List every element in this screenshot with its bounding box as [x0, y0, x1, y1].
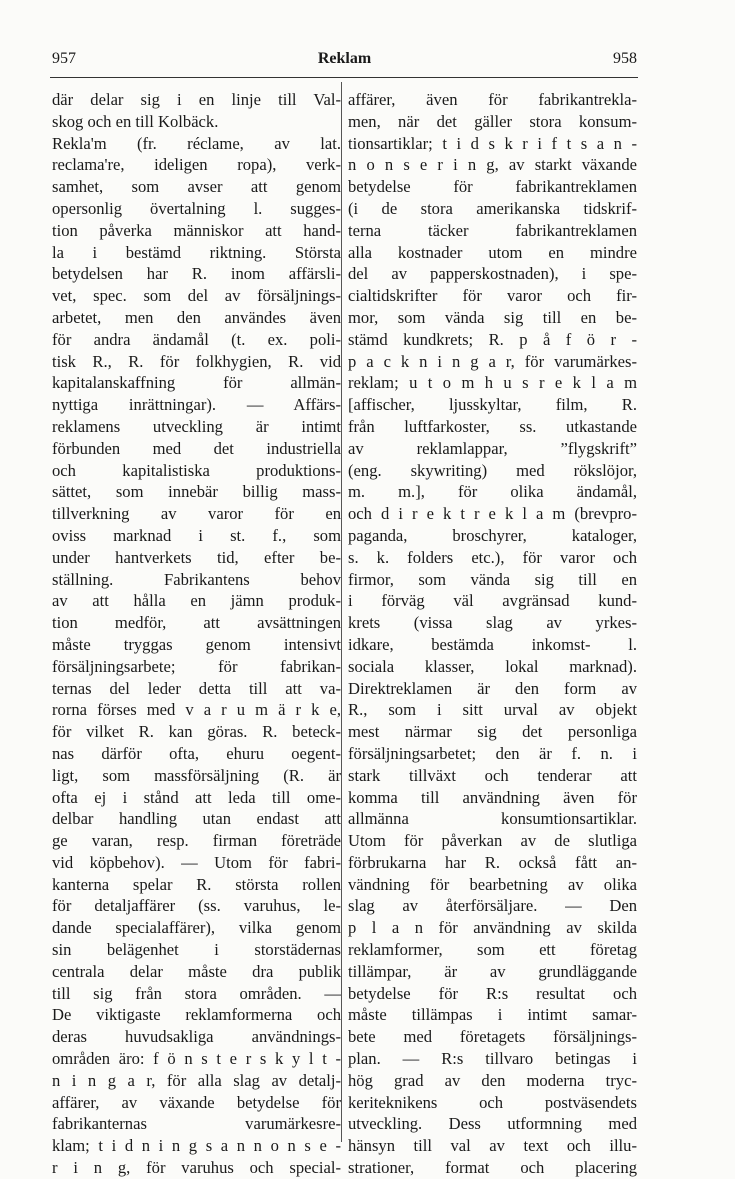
text-line: klam; t i d n i n g s a n n o n s e - — [52, 1136, 341, 1156]
text-line: för vilket R. kan göras. R. beteck- — [52, 722, 341, 742]
text-line: tion påverka människor att hand- — [52, 220, 341, 240]
text-line: kapitalanskaffning för allmän- — [52, 373, 341, 393]
text-line: ge varan, resp. firman företräde — [52, 831, 341, 851]
text-line: reklamens utveckling är intimt — [52, 416, 341, 436]
left-column — [52, 89, 341, 1179]
page-number-right: 958 — [613, 50, 637, 67]
text-line: r i n g, för varuhus och special- — [52, 1158, 341, 1178]
text-line: till sig från stora områden. — — [52, 983, 341, 1003]
column-divider — [341, 82, 342, 1142]
text-line: strationer, format och placering — [348, 1158, 637, 1178]
text-line: cialtidskrifter för varor och fir- — [348, 286, 637, 306]
text-line: av reklamlappar, ”flygskrift” — [348, 438, 637, 458]
text-line: samhet, som avser att genom — [52, 177, 341, 197]
text-line: affärer, även för fabrikantrekla- — [348, 90, 637, 109]
text-line: p a c k n i n g a r, för varumärkes- — [348, 351, 637, 371]
text-line: krets (vissa slag av yrkes- — [348, 613, 637, 633]
text-line: ligt, som massförsäljning (R. är — [52, 765, 341, 785]
text-line: paganda, broschyrer, kataloger, — [348, 525, 637, 545]
text-line: mest närmar sig det personliga — [348, 722, 637, 742]
text-line: mor, som vända sig till en be- — [348, 307, 637, 327]
text-line: tisk R., R. för folkhygien, R. vid — [52, 351, 341, 371]
text-line: stämd kundkrets; R. p å f ö r - — [348, 329, 637, 349]
text-line: förbrukarna har R. också fått an- — [348, 852, 637, 872]
text-line: hänsyn till val av text och illu- — [348, 1136, 637, 1156]
text-line: Rekla'm (fr. réclame, av lat. — [52, 133, 341, 153]
text-line: där delar sig i en linje till Val- — [52, 90, 341, 109]
text-line: betydelse för fabrikantreklamen — [348, 177, 637, 197]
text-line: R., som i sitt urval av objekt — [348, 700, 637, 720]
right-column — [348, 89, 637, 1179]
text-line: opersonlig övertalning l. sugges- — [52, 198, 341, 218]
text-line: ternas del leder detta till att va- — [52, 678, 341, 698]
text-line: n o n s e r i n g, av starkt växande — [348, 155, 637, 175]
text-line: sättet, som innebär billig mass- — [52, 482, 341, 502]
text-line: allmänna konsumtionsartiklar. — [348, 809, 637, 829]
text-line: vid köpbehov). — Utom för fabri- — [52, 852, 341, 872]
text-line: utveckling. Dess utformning med — [348, 1114, 637, 1134]
text-line: skog och en till Kolbäck. — [52, 111, 219, 131]
text-line: för detaljaffärer (ss. varuhus, le- — [52, 896, 341, 916]
text-line: (eng. skywriting) med rökslöjor, — [348, 460, 637, 480]
text-line: rorna förses med v a r u m ä r k e, — [52, 700, 341, 720]
running-title: Reklam — [317, 50, 372, 67]
text-line: deras huvudsakliga användnings- — [52, 1027, 341, 1047]
text-line: fabrikanternas varumärkesre- — [52, 1114, 341, 1134]
text-line: la i bestämd riktning. Största — [52, 242, 341, 262]
text-line: betydelsen har R. inom affärsli- — [52, 264, 341, 284]
text-line: ställning. Fabrikantens behov — [52, 569, 341, 589]
text-line: vet, spec. som del av försäljnings- — [52, 286, 341, 306]
text-line: terna täcker fabrikantreklamen — [348, 220, 637, 240]
text-line: alla kostnader utom en mindre — [348, 242, 637, 262]
text-line: tion medför, att avsättningen — [52, 613, 341, 633]
text-line: bete med företagets försäljnings- — [348, 1027, 637, 1047]
page-number-left: 957 — [52, 50, 76, 67]
text-line: firmor, som vända sig till en — [348, 569, 637, 589]
text-line: och d i r e k t r e k l a m (brevpro- — [348, 504, 637, 524]
text-line: betydelse för R:s resultat och — [348, 983, 637, 1003]
text-line: keriteknikens och postväsendets — [348, 1092, 637, 1112]
text-line: plan. — R:s tillvaro betingas i — [348, 1049, 637, 1069]
text-line: arbetet, men den användes även — [52, 307, 341, 327]
text-line: p l a n för användning av skilda — [348, 918, 637, 938]
text-line: försäljningsarbetet; den är f. n. i — [348, 743, 637, 763]
text-line: tillämpar, är av grundläggande — [348, 961, 637, 981]
text-line: Direktreklamen är den form av — [348, 678, 637, 698]
text-line: områden äro: f ö n s t e r s k y l t - — [52, 1049, 341, 1069]
text-line: idkare, bestämda inkomst- l. — [348, 634, 637, 654]
text-line: [affischer, ljusskyltar, film, R. — [348, 395, 637, 415]
text-line: dande specialaffärer), vilka genom — [52, 918, 341, 938]
text-line: för andra ändamål (t. ex. poli- — [52, 329, 341, 349]
text-line: nyttiga inrättningar). — Affärs- — [52, 395, 341, 415]
text-line: ofta ej i stånd att leda till ome- — [52, 787, 341, 807]
text-line: måste tillämpas i intimt samar- — [348, 1005, 637, 1025]
page-header — [52, 50, 637, 70]
text-line: tionsartiklar; t i d s k r i f t s a n - — [348, 133, 637, 153]
text-line: försäljningsarbete; för fabrikan- — [52, 656, 341, 676]
text-line: delbar handling utan endast att — [52, 809, 341, 829]
text-line: kanterna spelar R. största rollen — [52, 874, 341, 894]
text-line: men, när det gäller stora konsum- — [348, 111, 637, 131]
text-line: stark tillväxt och tenderar att — [348, 765, 637, 785]
text-line: i förväg väl avgränsad kund- — [348, 591, 637, 611]
text-line: reklamformer, som ett företag — [348, 940, 637, 960]
text-line: nas därför ofta, ehuru oegent- — [52, 743, 341, 763]
text-line: n i n g a r, för alla slag av detalj- — [52, 1070, 341, 1090]
text-line: förbunden med det industriella — [52, 438, 341, 458]
text-line: del av papperskostnaden), i spe- — [348, 264, 637, 284]
text-line: hög grad av den moderna tryc- — [348, 1070, 637, 1090]
text-line: (i de stora amerikanska tidskrif- — [348, 198, 637, 218]
text-line: tillverkning av varor för en — [52, 504, 341, 524]
header-rule — [50, 77, 638, 78]
text-line: Utom för påverkan av de slutliga — [348, 831, 637, 851]
text-line: centrala delar måste dra publik — [52, 961, 341, 981]
text-line: av att hålla en jämn produk- — [52, 591, 341, 611]
text-line: måste tryggas genom intensivt — [52, 634, 341, 654]
text-line: De viktigaste reklamformerna och — [52, 1005, 341, 1025]
text-line: vändning för bearbetning av olika — [348, 874, 637, 894]
text-line: från luftfarkoster, ss. utkastande — [348, 416, 637, 436]
text-line: s. k. folders etc.), för varor och — [348, 547, 637, 567]
text-line: sin belägenhet i storstädernas — [52, 940, 341, 960]
text-line: reclama're, ideligen ropa), verk- — [52, 155, 341, 175]
text-line: oviss marknad i st. f., som — [52, 525, 341, 545]
text-line: reklam; u t o m h u s r e k l a m — [348, 373, 637, 393]
text-line: under hantverkets tid, efter be- — [52, 547, 341, 567]
text-line: och kapitalistiska produktions- — [52, 460, 341, 480]
text-line: m. m.], för olika ändamål, — [348, 482, 637, 502]
text-line: affärer, av växande betydelse för — [52, 1092, 341, 1112]
text-line: slag av återförsäljare. — Den — [348, 896, 637, 916]
text-line: komma till användning även för — [348, 787, 637, 807]
text-line: sociala klasser, lokal marknad). — [348, 656, 637, 676]
